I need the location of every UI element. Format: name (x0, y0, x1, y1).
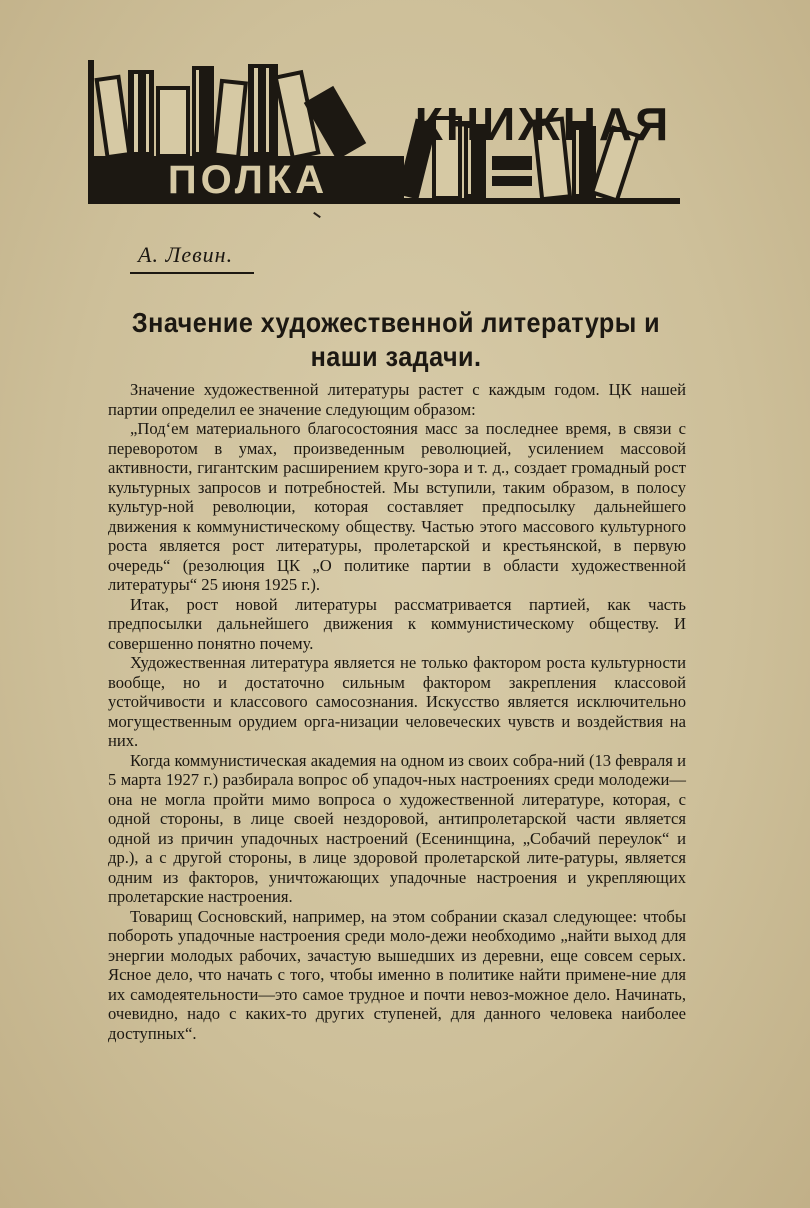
paragraph-1: Значение художественной литературы растет с каждым годом. ЦК нашей партии определил ее значение следующим образом: (108, 380, 686, 419)
article-body (108, 380, 686, 1043)
paragraph-3: Итак, рост новой литературы рассматривается партией, как часть предпосылки дальнейшего движения к коммунистическому обществу. И совершенно понятно почему. (108, 594, 686, 653)
article-title-line2: наши задачи. (310, 341, 482, 372)
stray-mark (313, 212, 321, 218)
paragraph-2: „Под‘ем материального благосостояния масс за последнее время, в связи с переворотом в умах, произведенным революцией, усилением массовой активности, гигантским расширением круго-зора и т. д., создает громадный рост культурных запросов и потребностей. Мы вступили, таким образом, в полосу культур-ной революции, которая составляет предпосылку дальнейшего движения к коммунистическому обществу. Частью этого массового культурного роста является рост литературы, пролетарской и крестьянской, в первую очередь“ (резолюция ЦК „О политике партии в области художественной литературы“ 25 июня 1925 г.). (108, 419, 686, 594)
paragraph-6: Товарищ Сосновский, например, на этом собрании сказал следующее: чтобы побороть упадочные настроения среди моло-дежи необходимо „найти выход для энергии молодых рабочих, зачастую вышедших из деревни, еще совсем серых. Ясное дело, что начать с того, чтобы именно в политике найти примене-ние для их самодеятельности—это самое трудное и почти невоз-можное дело. Начинать, очевидно, надо с каких-то других ступеней, для данного человека наиболее доступных“. (108, 906, 686, 1043)
header-banner (88, 60, 680, 208)
banner-title-line1: КНИЖНАЯ (414, 98, 672, 150)
paragraph-4: Художественная литература является не только фактором роста культурности вообще, но и достаточно сильным фактором закрепления классовой устойчивости и классового самосознания. Искусство является исключительно могущественным орудием орга-низации человеческих чувств и воздействия на них. (108, 653, 686, 750)
books-left-icon (97, 64, 367, 160)
book-shelf-illustration (88, 60, 680, 208)
paragraph-5: Когда коммунистическая академия на одном из своих собра-ний (13 февраля и 5 марта 1927 г.) разбирала вопрос об упадоч-ных настроениях среди молодежи—она не могла пройти мимо вопроса о художественной литературе, которая, с одной стороны, в лице своей нездоровой, антипролетарской части является одной из причин упадочных настроений (Есенинщина, „Собачий переулок“ и др.), а с другой стороны, в лице здоровой пролетарской лите-ратуры, является одним из факторов, уничтожающих упадочные настроения и укрепляющих пролетарские настроения. (108, 750, 686, 906)
article-title-line1: Значение художественной литературы и (131, 307, 661, 338)
article-title (117, 306, 675, 374)
banner-title-line2: ПОЛКА (167, 158, 329, 202)
article-author: А. Левин. (130, 242, 254, 274)
